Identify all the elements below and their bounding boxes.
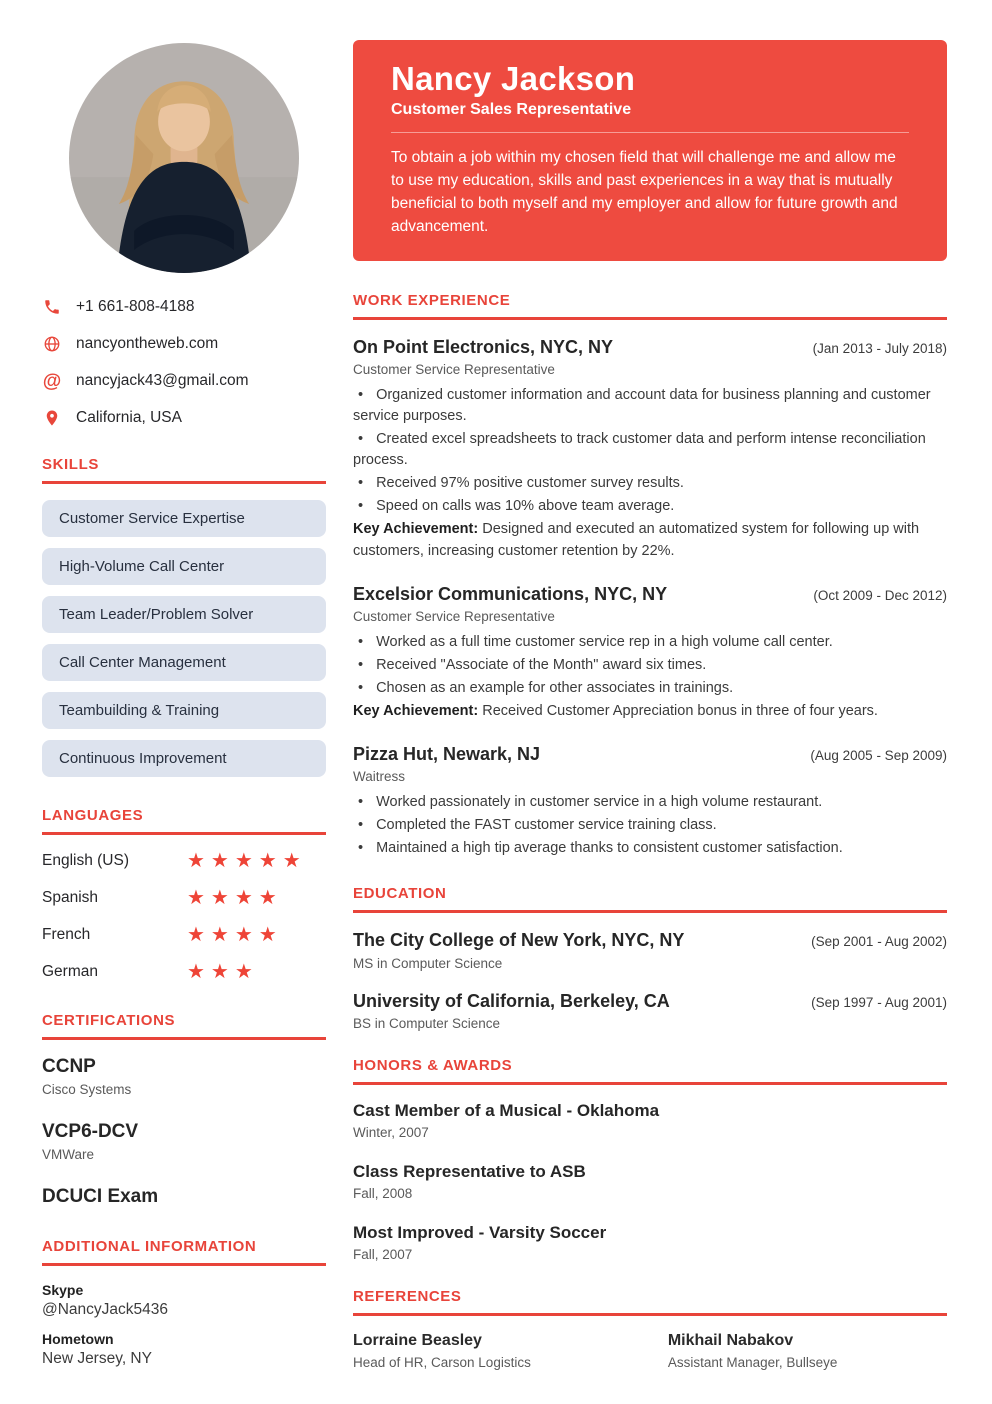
job-entry: [353, 583, 947, 722]
bullet-item: • Created excel spreadsheets to track customer data and perform intense reconciliation process.: [353, 429, 947, 471]
education-list: [353, 929, 947, 1031]
certifications-section: [42, 1012, 326, 1208]
job-role: Customer Service Representative: [353, 608, 555, 624]
candidate-title: Customer Sales Representative: [391, 101, 632, 119]
certification-name: CCNP: [42, 1056, 96, 1077]
certifications-list: [42, 1056, 326, 1208]
job-header: [353, 743, 947, 766]
education-heading: EDUCATION: [353, 885, 947, 913]
education-header: [353, 990, 947, 1013]
languages-heading: LANGUAGES: [42, 807, 326, 835]
skill-label: High-Volume Call Center: [59, 558, 225, 575]
additional-info-value: @NancyJack5436: [42, 1301, 169, 1318]
additional-info-list: [42, 1282, 326, 1368]
email-address: nancyjack43@gmail.com: [76, 372, 249, 389]
star-rating: ★★★★: [187, 887, 283, 909]
skill-label: Call Center Management: [59, 654, 226, 671]
header-divider: [391, 132, 909, 133]
skill-pill: [42, 692, 326, 729]
job-bullet-list: [353, 792, 947, 859]
honors-heading: HONORS & AWARDS: [353, 1057, 947, 1085]
job-company: Pizza Hut, Newark, NJ: [353, 743, 541, 764]
key-achievement-text: Designed and executed an automatized system for following up with customers, increasing customer retention by 22%.: [353, 521, 920, 559]
languages-list: [42, 851, 326, 982]
honors-list: [353, 1101, 947, 1262]
honor-entry: [353, 1223, 947, 1262]
school-name: The City College of New York, NYC, NY: [353, 930, 685, 951]
degree-name: MS in Computer Science: [353, 955, 503, 971]
skill-pill: [42, 548, 326, 585]
reference-name: Mikhail Nabakov: [667, 1332, 794, 1350]
key-achievement-text: Received Customer Appreciation bonus in three of four years.: [482, 702, 878, 719]
language-row: [42, 888, 326, 908]
key-achievement-label: Key Achievement:: [353, 521, 479, 538]
map-pin-icon: [42, 408, 62, 428]
education-section: [353, 885, 947, 1031]
globe-icon: [42, 334, 62, 354]
skill-pill: [42, 500, 326, 537]
language-name: French: [42, 926, 91, 943]
job-company: Excelsior Communications, NYC, NY: [353, 583, 668, 604]
job-dates: (Oct 2009 - Dec 2012): [813, 587, 947, 603]
skill-label: Teambuilding & Training: [59, 702, 220, 719]
language-row: [42, 962, 326, 982]
honor-date: Fall, 2007: [353, 1247, 413, 1263]
school-name: University of California, Berkeley, CA: [353, 990, 670, 1011]
job-role: Waitress: [353, 769, 406, 785]
language-name: Spanish: [42, 889, 99, 906]
degree-name: BS in Computer Science: [353, 1016, 501, 1032]
skill-pill: [42, 740, 326, 777]
language-row: [42, 851, 326, 871]
language-name: English (US): [42, 852, 129, 869]
honors-section: [353, 1057, 947, 1262]
reference-entry: [668, 1332, 947, 1370]
certifications-heading: CERTIFICATIONS: [42, 1012, 326, 1040]
work-experience-heading: WORK EXPERIENCE: [353, 292, 947, 320]
honor-date: Winter, 2007: [353, 1125, 429, 1141]
bullet-item: • Organized customer information and account data for business planning and customer service purposes.: [353, 385, 947, 427]
reference-role: Assistant Manager, Bullseye: [667, 1355, 838, 1371]
honor-date: Fall, 2008: [353, 1186, 413, 1202]
at-icon: @: [42, 370, 62, 392]
bullet-item: • Maintained a high tip average thanks to consistent customer satisfaction.: [353, 838, 947, 859]
bullet-item: • Chosen as an example for other associates in trainings.: [353, 678, 947, 699]
job-role: Customer Service Representative: [353, 362, 555, 378]
candidate-name: Nancy Jackson: [391, 60, 636, 97]
job-header: [353, 583, 947, 606]
header-banner: [353, 40, 947, 261]
education-dates: (Sep 2001 - Aug 2002): [811, 934, 947, 950]
certification-entry: [42, 1121, 326, 1162]
additional-info-label: Skype: [42, 1282, 84, 1298]
job-bullet-list: [353, 632, 947, 699]
honor-title: Cast Member of a Musical - Oklahoma: [353, 1101, 660, 1121]
key-achievement-label: Key Achievement:: [353, 702, 479, 719]
job-entry: [353, 336, 947, 562]
objective-text: To obtain a job within my chosen field that will challenge me and allow me to use my education, skills and past experiences in a way that is mutually beneficial to both myself and my employer and allow for future growth and advancement.: [391, 149, 898, 236]
key-achievement: [353, 701, 947, 722]
references-section: [353, 1288, 947, 1370]
certification-entry: [42, 1186, 326, 1208]
bullet-item: • Received "Associate of the Month" award six times.: [353, 655, 947, 676]
contact-info: [42, 297, 326, 428]
contact-phone[interactable]: [42, 297, 326, 317]
references-heading: REFERENCES: [353, 1288, 947, 1316]
website-url: nancyontheweb.com: [76, 335, 219, 352]
skill-pill: [42, 644, 326, 681]
star-rating: ★★★★★: [187, 850, 307, 872]
work-experience-list: [353, 336, 947, 859]
contact-email[interactable]: [42, 371, 326, 391]
skill-label: Customer Service Expertise: [59, 510, 245, 527]
additional-info-label: Hometown: [42, 1331, 114, 1347]
language-row: [42, 925, 326, 945]
job-company: On Point Electronics, NYC, NY: [353, 337, 614, 357]
bullet-item: • Worked passionately in customer service in a high volume restaurant.: [353, 792, 947, 813]
additional-info-section: [42, 1238, 326, 1368]
job-dates: (Jan 2013 - July 2018): [812, 341, 947, 356]
bullet-item: • Speed on calls was 10% above team average.: [353, 496, 947, 517]
job-dates: (Aug 2005 - Sep 2009): [810, 747, 947, 763]
skills-list: [42, 500, 326, 777]
certification-entry: [42, 1056, 326, 1097]
certification-name: DCUCI Exam: [42, 1186, 159, 1207]
star-rating: ★★★★: [187, 924, 283, 946]
phone-icon: [42, 297, 62, 317]
references-list: [353, 1332, 947, 1370]
bullet-item: • Completed the FAST customer service training class.: [353, 815, 947, 836]
phone-number: +1 661-808-4188: [76, 298, 195, 315]
right-column: [353, 40, 947, 1398]
location-text: California, USA: [76, 409, 182, 426]
contact-location: [42, 408, 326, 428]
star-rating: ★★★: [187, 961, 259, 983]
education-entry: [353, 929, 947, 970]
reference-role: Head of HR, Carson Logistics: [353, 1355, 531, 1371]
education-dates: (Sep 1997 - Aug 2001): [811, 994, 947, 1010]
skills-heading: SKILLS: [42, 456, 326, 484]
education-header: [353, 929, 947, 952]
job-header: [353, 336, 947, 359]
honor-title: Class Representative to ASB: [353, 1162, 586, 1182]
honor-entry: [353, 1162, 947, 1201]
bullet-item: • Worked as a full time customer service rep in a high volume call center.: [353, 632, 947, 653]
work-experience-section: [353, 292, 947, 859]
profile-photo-illustration: [69, 43, 299, 273]
certification-org: Cisco Systems: [42, 1082, 132, 1097]
reference-entry: [353, 1332, 668, 1370]
honor-title: Most Improved - Varsity Soccer: [353, 1223, 607, 1243]
key-achievement: [353, 519, 947, 561]
skill-pill: [42, 596, 326, 633]
additional-info-entry: [42, 1331, 326, 1368]
additional-info-heading: ADDITIONAL INFORMATION: [42, 1238, 326, 1266]
job-bullet-list: [353, 385, 947, 517]
skills-section: [42, 456, 326, 777]
language-name: German: [42, 963, 98, 980]
profile-photo: [69, 43, 299, 273]
additional-info-value: New Jersey, NY: [42, 1350, 152, 1367]
reference-name: Lorraine Beasley: [353, 1332, 482, 1350]
skill-label: Continuous Improvement: [59, 750, 227, 767]
certification-org: VMWare: [42, 1147, 95, 1162]
contact-website[interactable]: [42, 334, 326, 354]
languages-section: [42, 807, 326, 982]
education-entry: [353, 990, 947, 1031]
skill-label: Team Leader/Problem Solver: [59, 606, 254, 623]
left-column: [42, 40, 326, 1398]
job-entry: [353, 743, 947, 859]
honor-entry: [353, 1101, 947, 1140]
additional-info-entry: [42, 1282, 326, 1319]
certification-name: VCP6-DCV: [42, 1121, 139, 1142]
bullet-item: • Received 97% positive customer survey results.: [353, 473, 947, 494]
